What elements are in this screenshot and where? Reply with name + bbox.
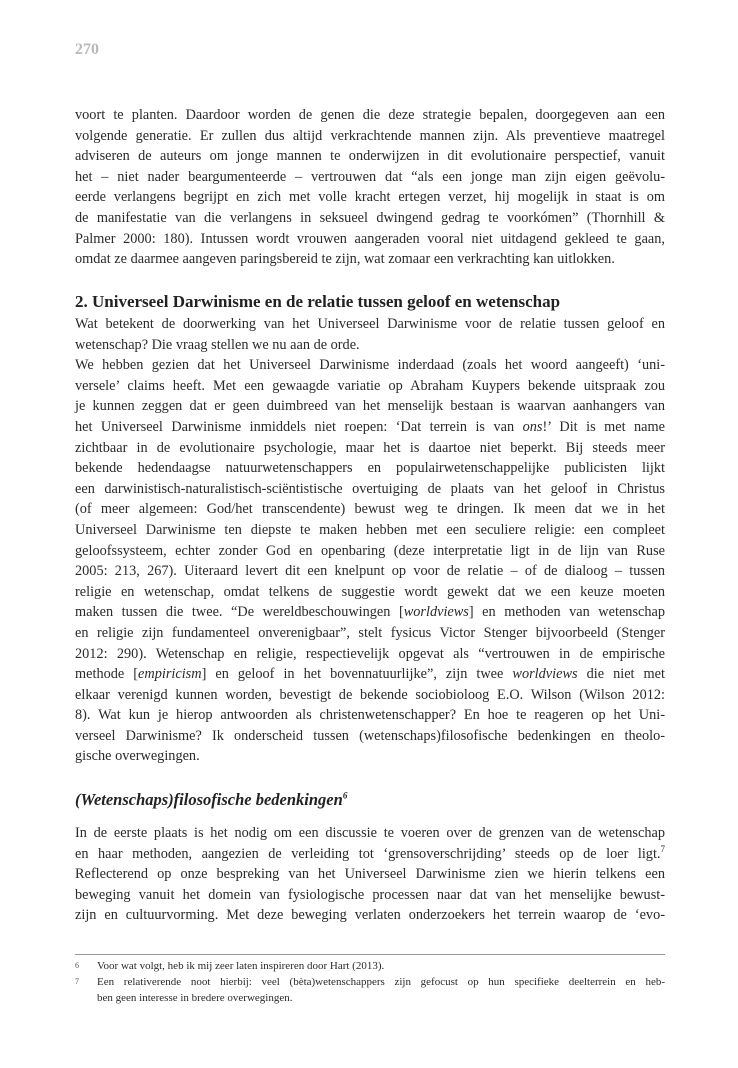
text-line xyxy=(75,355,665,376)
text-segment: Wat betekent de doorwerking van het Universeel Darwinisme voor de relatie tussen geloof en xyxy=(75,316,665,332)
footnote-number: 6 xyxy=(75,961,79,970)
footnote xyxy=(75,958,665,974)
text-line xyxy=(75,823,665,844)
footnote-divider xyxy=(75,954,665,955)
text-segment: Palmer 2000: 180). Intussen wordt vrouwen aangeraden vooral niet uitdagend gekleed te gaan, xyxy=(75,230,665,247)
text-segment: 2005: 213, 267). Uiteraard levert dit een knelpunt op voor de relatie – of de dialoog – tussen xyxy=(75,563,665,580)
text-line xyxy=(75,726,665,747)
text-segment: het Universeel Darwinisme inmiddels niet roepen: ‘Dat terrein is van xyxy=(75,418,523,435)
section-heading: 2. Universeel Darwinisme en de relatie tussen geloof en wetenschap xyxy=(75,292,561,311)
text-segment: We hebben gezien dat het Universeel Darwinisme inderdaad (zoals het woord aangeeft) ‘uni- xyxy=(75,357,665,374)
text-line xyxy=(75,664,665,685)
text-segment: methode [ xyxy=(75,666,139,683)
text-line xyxy=(75,208,665,229)
text-line xyxy=(75,314,665,335)
page-number: 270 xyxy=(75,41,99,58)
text-segment: geloofssysteem, echter zonder God en openbaring (deze interpretatie ligt in de lijn van Ruse xyxy=(75,542,665,559)
text-line xyxy=(75,644,665,665)
footnote-text: Een relativerende noot hierbij: veel (bèta)wetenschappers zijn gefocust op hun specifieke deelterrein en heb- xyxy=(97,976,665,988)
text-line xyxy=(75,458,665,479)
text-segment: je kunnen zeggen dat er geen duimbreed van het menselijk bestaan is waarvan aanhangers van xyxy=(75,398,665,415)
text-line xyxy=(75,417,665,438)
text-line xyxy=(75,396,665,417)
text-line xyxy=(75,105,665,126)
text-segment: gische overwegingen. xyxy=(75,748,200,765)
footnotes xyxy=(75,958,665,1006)
text-segment: ] en methoden van wetenschap xyxy=(468,604,665,621)
text-segment: 8). Wat kun je hierop antwoorden als christenwetenschapper? En hoe te reageren op het Uni- xyxy=(75,707,665,724)
text-line xyxy=(75,705,665,726)
footnote-text: Voor wat volgt, heb ik mij zeer laten inspireren door Hart (2013). xyxy=(97,960,385,972)
text-segment: eerde verlangens begrijpt en zich met volle kracht ertegen verzet, hij mogelijk in staat is om xyxy=(75,189,665,206)
text-line xyxy=(75,479,665,500)
text-segment: en haar methoden, aangezien de verleiding tot ‘grensoverschrijding’ steeds op de loer ligt. xyxy=(75,845,661,862)
text-segment: volgende generatie. Er zullen dus altijd verkrachtende mannen zijn. Als preventieve maatregel xyxy=(75,127,665,144)
text-segment: verseel Darwinisme? Ik onderscheid tussen (wetenschaps)filosofische bedenkingen en theolo- xyxy=(75,727,665,744)
text-line xyxy=(75,499,665,520)
text-segment: wetenschap? Die vraag stellen we nu aan de orde. xyxy=(75,336,360,353)
text-segment: omdat ze daarmee aangeven paringsbereid te zijn, wat zomaar een verkrachting kan uitlokken. xyxy=(75,251,615,268)
text-segment: adviseren de auteurs om jonge mannen te onderwijzen in dit evolutionaire perspectief, vanuit xyxy=(75,148,665,165)
text-line xyxy=(75,746,665,767)
text-line xyxy=(75,864,665,885)
paragraph-1 xyxy=(75,105,665,270)
text-segment: !’ Dit is met name xyxy=(542,418,665,435)
text-line xyxy=(75,229,665,250)
text-segment: religie en wetenschap, omdat telkens de suggestie wordt gewekt dat we een keuze moeten xyxy=(75,583,665,600)
text-segment: de manifestatie van die verlangens in seksueel dwingend gedrag te voorkómen” (Thornhill & xyxy=(75,209,665,226)
text-line xyxy=(75,561,665,582)
italic-term: worldviews xyxy=(403,604,469,621)
italic-term: worldviews xyxy=(512,666,578,683)
text-line xyxy=(75,541,665,562)
subheading-text: (Wetenschaps)filosofische bedenkingen xyxy=(75,790,343,809)
text-segment: een darwinistisch-naturalistisch-sciëntistische overtuiging de plaats van het geloof in Christus xyxy=(75,480,665,497)
italic-term: empiricism xyxy=(138,666,202,683)
text-line xyxy=(75,187,665,208)
text-segment: Universeel Darwinisme ten diepste te maken hebben met een seculiere religie: een compleet xyxy=(75,521,665,538)
text-line xyxy=(75,685,665,706)
text-segment: het – niet nader beargumenteerde – vertrouwen dat “als een jonge man zijn eigen geëvolu- xyxy=(75,168,665,185)
text-line xyxy=(75,146,665,167)
text-segment: 2012: 290). Wetenschap en religie, respectievelijk opgevat als “vertrouwen in de empirische xyxy=(75,645,665,662)
text-segment: Reflecterend op onze bespreking van het Universeel Darwinisme zien we hierin telkens een xyxy=(75,866,665,883)
text-line xyxy=(75,126,665,147)
text-line xyxy=(75,844,665,865)
text-line xyxy=(75,602,665,623)
text-segment: voort te planten. Daardoor worden de genen die deze strategie bepalen, doorgegeven aan een xyxy=(75,107,665,123)
text-segment: zichtbaar in de evolutionaire psychologie, maar het is daartoe niet beperkt. Bij steeds meer xyxy=(75,439,665,456)
text-line xyxy=(75,438,665,459)
footnote-number: 7 xyxy=(75,977,79,986)
footnote-ref-6: 6 xyxy=(342,790,348,801)
text-segment: maken tussen die twee. “De wereldbeschouwingen [ xyxy=(75,604,404,621)
text-segment: beweging vanuit het domein van fysiologische processen naar dat van het menselijke bewust- xyxy=(75,886,665,903)
footnote-text: ben geen interesse in bredere overwegingen. xyxy=(97,992,293,1004)
footnote-ref: 7 xyxy=(660,843,665,854)
paragraph-3 xyxy=(75,823,665,926)
text-segment: en religie zijn fundamenteel onverenigbaar”, stelt fysicus Victor Stenger bijvoorbeeld (Stenger xyxy=(75,624,665,641)
subheading xyxy=(75,789,665,811)
text-segment: In de eerste plaats is het nodig om een discussie te voeren over de grenzen van de wetenschap xyxy=(75,825,665,841)
paragraph-2 xyxy=(75,314,665,767)
text-segment: (of meer algemeen: God/het transcendente) bewust weg te dringen. Ik meen dat we in het xyxy=(75,501,665,518)
text-line xyxy=(75,582,665,603)
text-line xyxy=(75,335,665,356)
text-line xyxy=(75,167,665,188)
text-segment: elkaar verenigd kunnen worden, bevestigt de bekende sociobioloog E.O. Wilson (Wilson 2012: xyxy=(75,686,665,703)
text-line xyxy=(75,905,665,926)
text-segment: ] en geloof in het bovennatuurlijke”, zijn twee xyxy=(201,666,513,683)
text-line xyxy=(75,376,665,397)
footnote xyxy=(75,974,665,1006)
text-line xyxy=(75,623,665,644)
text-segment: bekende hedendaagse natuurwetenschappers en populairwetenschappelijke publicisten lijkt xyxy=(75,460,665,477)
text-line xyxy=(75,885,665,906)
italic-term: ons xyxy=(522,418,543,435)
text-line xyxy=(75,249,665,270)
text-segment: zijn en cultuurvorming. Met deze beweging verlaten onderzoekers het terrein waarop de ‘evo- xyxy=(75,907,665,924)
text-segment: versele’ claims heeft. Met een gewaagde variatie op Abraham Kuypers bekende uitspraak zou xyxy=(75,377,665,394)
text-line xyxy=(75,520,665,541)
text-segment: die niet met xyxy=(577,666,665,683)
